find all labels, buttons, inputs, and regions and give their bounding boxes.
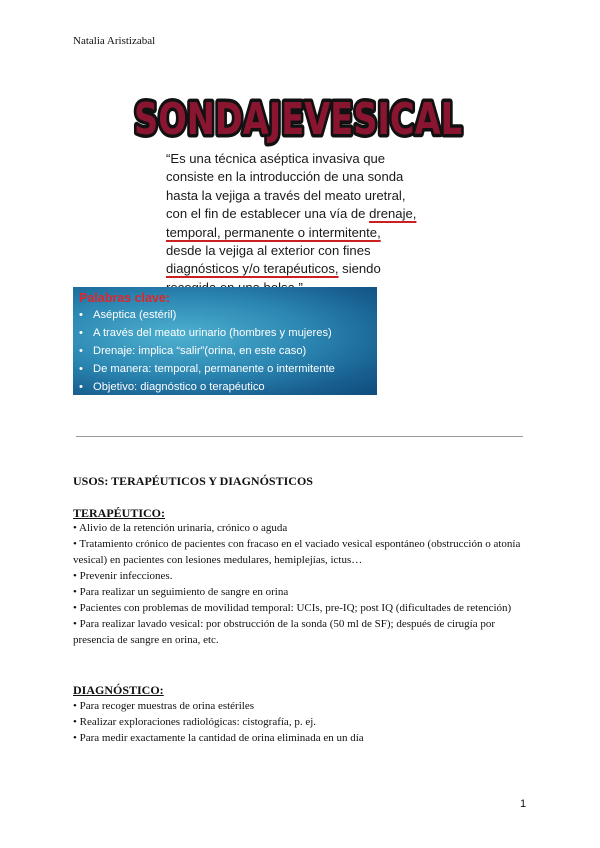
quote-line: “Es una técnica aséptica invasiva que (166, 151, 386, 166)
bullet-icon: • (79, 381, 83, 393)
keyword-item (79, 360, 371, 378)
list-item: • Para medir exactamente la cantidad de orina eliminada en un día (73, 732, 364, 744)
list-item: • Pacientes con problemas de movilidad temporal: UCIs, pre-IQ; post IQ (dificultades de retención) (73, 602, 512, 614)
title-wordart-svg (128, 82, 468, 152)
diagnostico-heading: DIAGNÓSTICO: (73, 683, 164, 697)
page-number: 1 (520, 798, 527, 810)
list-item: • Para realizar lavado vesical: por obstrucción de la sonda (50 ml de SF); después de cirugía por presencia de sangre en orina, etc. (73, 618, 496, 646)
horizontal-divider (76, 436, 523, 437)
keyword-text: Aséptica (estéril) (93, 309, 177, 321)
quote-line (166, 260, 456, 278)
list-item: • Para realizar un seguimiento de sangre en orina (73, 586, 289, 598)
author-name: Natalia Aristizabal (73, 35, 156, 47)
bullet-icon: • (79, 309, 83, 321)
list-item: • Para recoger muestras de orina estériles (73, 700, 254, 712)
quote-line: consiste en la introducción de una sonda (166, 169, 404, 185)
terapeutico-heading: TERAPÉUTICO: (73, 506, 166, 520)
diagnostico-list (73, 698, 533, 746)
list-item: • Realizar exploraciones radiológicas: cistografía, p. ej. (73, 716, 317, 728)
keyword-item (79, 306, 371, 324)
keyword-text: Objetivo: diagnóstico o terapéutico (93, 381, 265, 393)
title-text: SONDAJEVESICAL (134, 94, 462, 145)
keyword-text: A través del meato urinario (hombres y mujeres) (93, 327, 332, 339)
quote-text: con el fin de establecer una vía de (166, 206, 366, 222)
list-item: • Alivio de la retención urinaria, crónico o aguda (73, 522, 288, 534)
quote-line (166, 205, 456, 223)
keyword-item (79, 342, 371, 360)
title-wordart (128, 82, 468, 152)
quote-underlined: temporal, permanente o intermitente, (166, 224, 381, 240)
definition-quote (166, 150, 456, 297)
quote-text: siendo (338, 261, 381, 277)
quote-underlined: drenaje, (369, 206, 417, 222)
quote-underlined: diagnósticos y/o terapéuticos, (166, 261, 339, 277)
bullet-icon: • (79, 345, 83, 357)
keywords-box (73, 287, 377, 395)
usos-heading: USOS: TERAPÉUTICOS Y DIAGNÓSTICOS (73, 474, 313, 488)
quote-line: hasta la vejiga a través del meato uretral, (166, 187, 406, 203)
keyword-item (79, 378, 371, 396)
bullet-icon: • (79, 363, 83, 375)
keyword-text: Drenaje: implica “salir”(orina, en este caso) (93, 345, 307, 357)
keywords-title: Palabras clave: (79, 291, 171, 305)
bullet-icon: • (79, 327, 83, 339)
keyword-item (79, 324, 371, 342)
quote-line (166, 224, 456, 242)
list-item: • Tratamiento crónico de pacientes con fracaso en el vaciado vesical espontáneo (obstrucción o atonía vesical) en pacientes con lesiones medulares, hemiplejías, ictus… (73, 538, 521, 566)
quote-line: desde la vejiga al exterior con fines (166, 243, 371, 259)
terapeutico-list (73, 520, 533, 648)
list-item: • Prevenir infecciones. (73, 570, 173, 582)
keyword-text: De manera: temporal, permanente o intermitente (93, 363, 335, 375)
